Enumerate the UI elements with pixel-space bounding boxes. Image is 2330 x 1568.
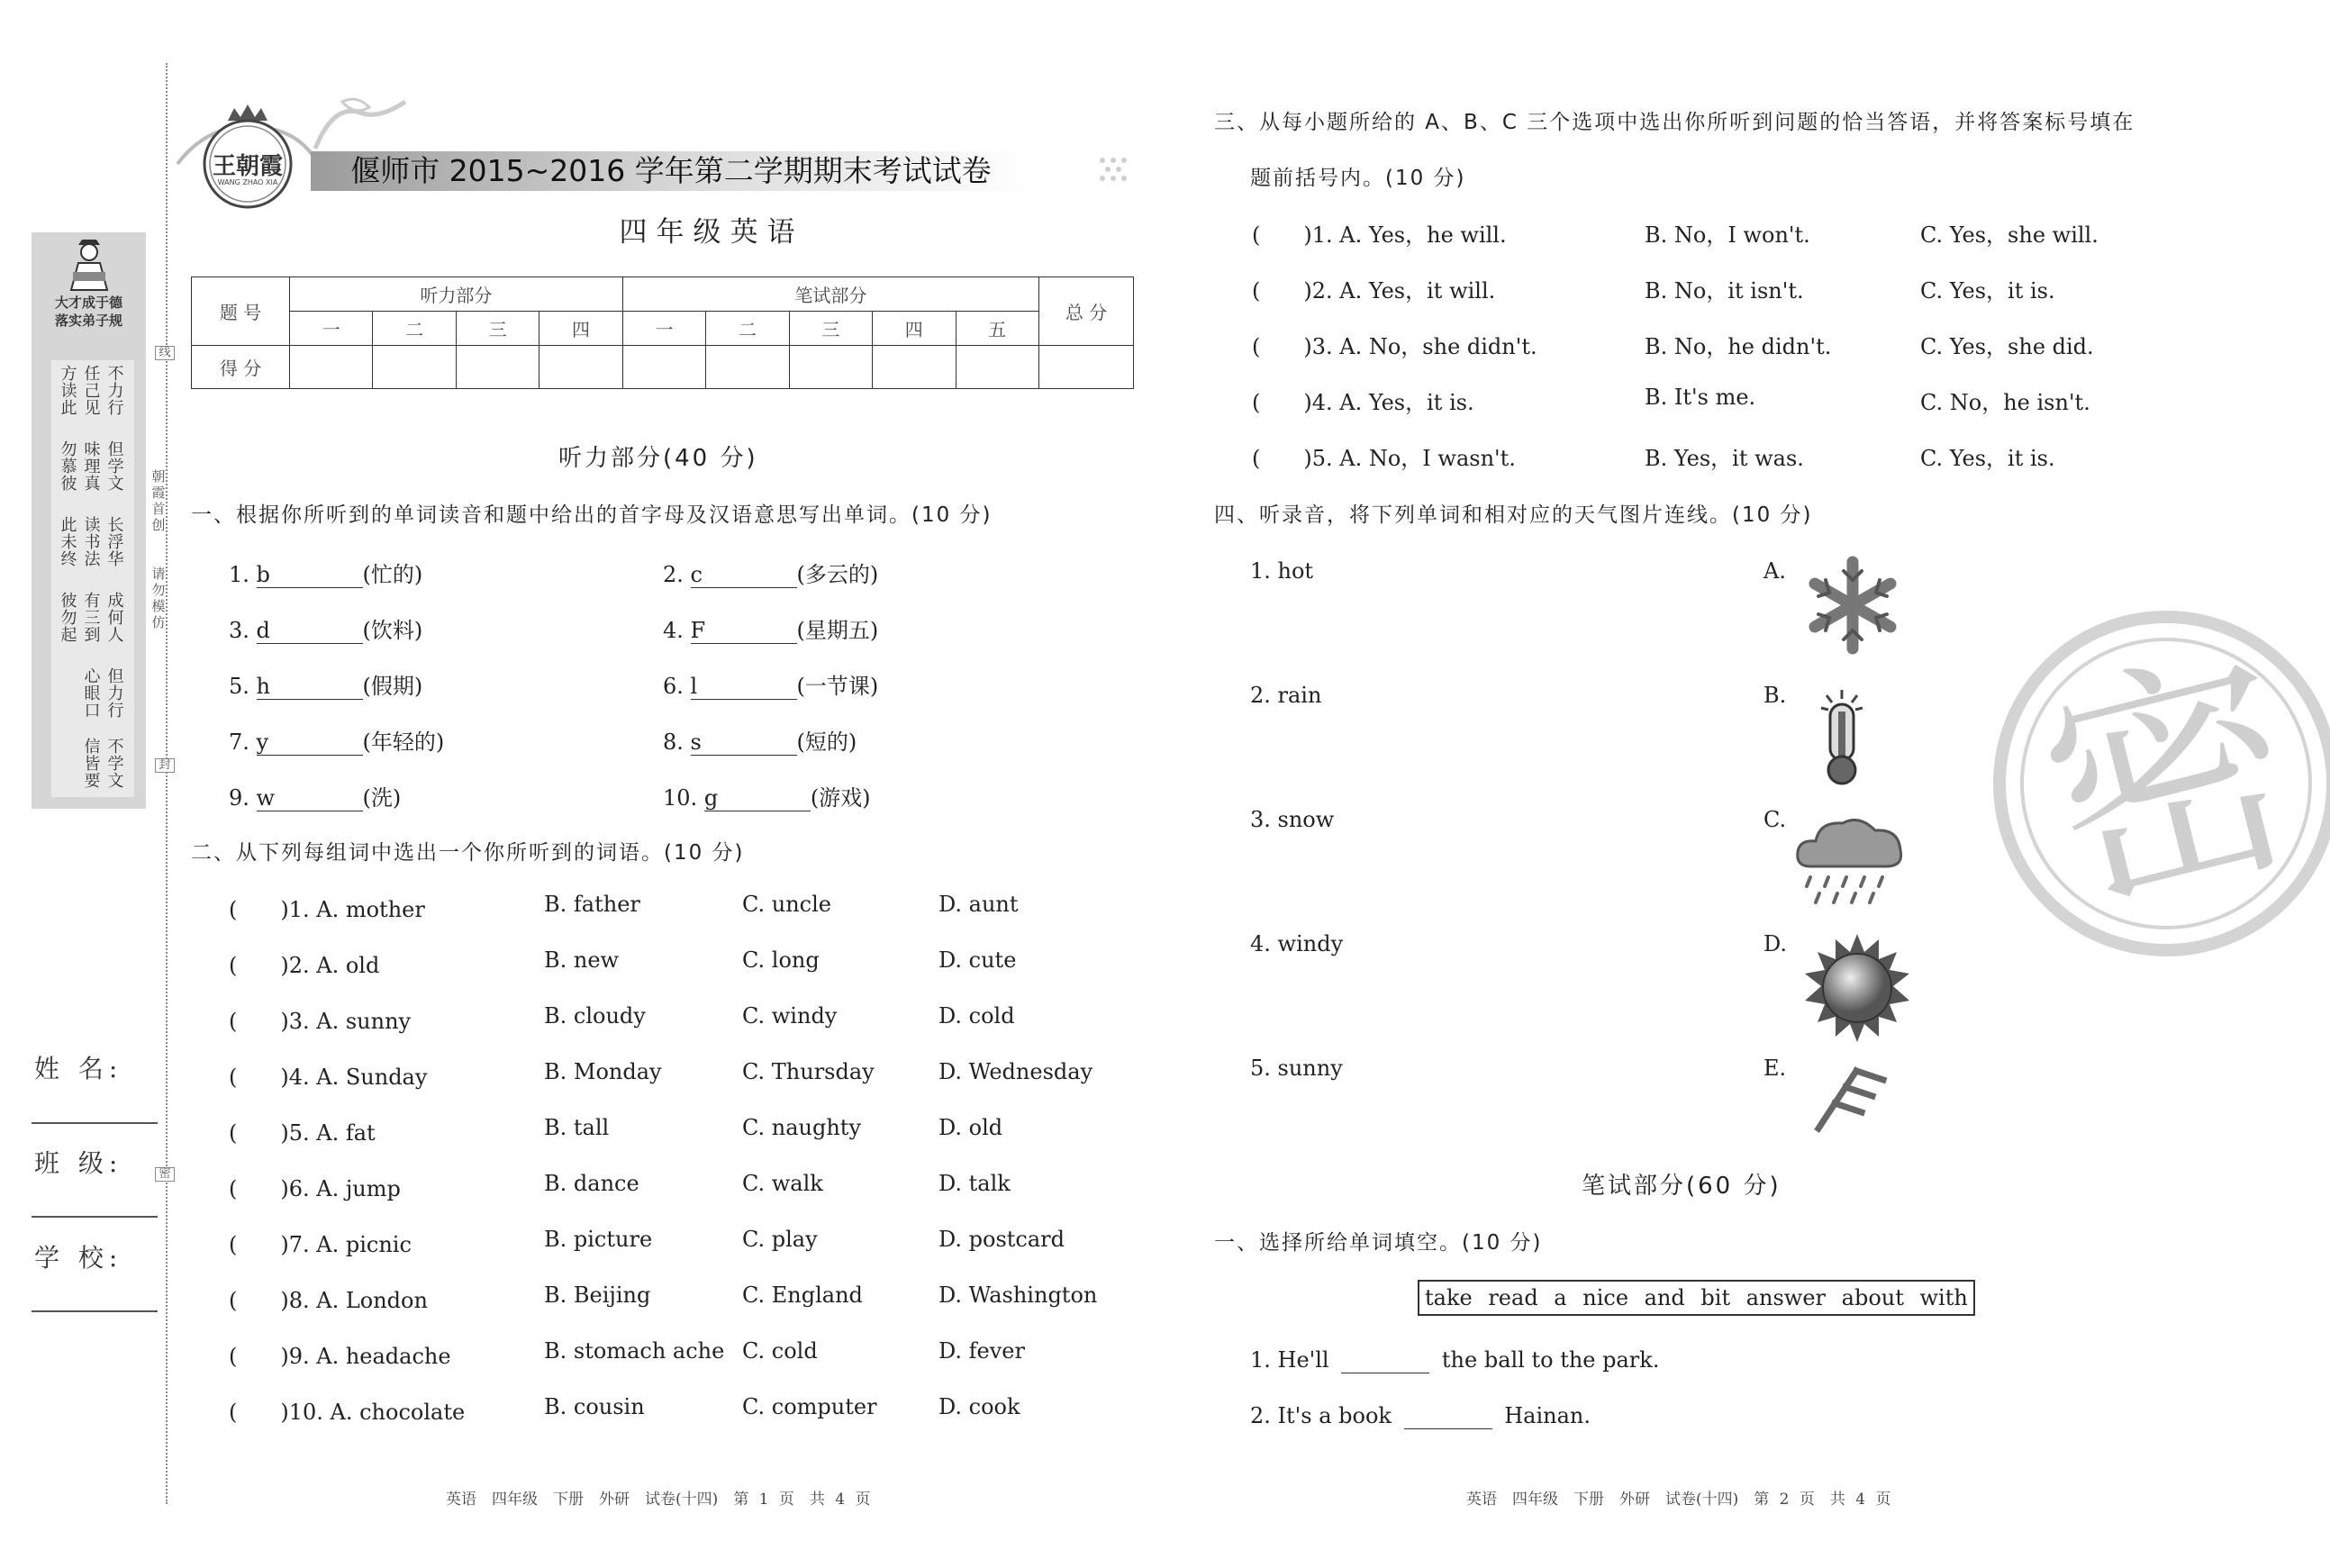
option-a[interactable]: ( )1. A. mother <box>229 897 425 922</box>
answer-blank[interactable] <box>1404 1403 1492 1429</box>
writing-header: 笔试部分 <box>622 277 1038 312</box>
answer-blank[interactable]: h <box>257 674 363 700</box>
score-cell[interactable] <box>539 346 622 389</box>
name-field[interactable] <box>32 1122 158 1124</box>
blank-item: 6. l (一节课) <box>663 674 879 699</box>
dot-pattern <box>1097 155 1133 191</box>
listening-header: 听力部分 <box>290 277 623 312</box>
option-d[interactable]: D. Washington <box>938 1282 1098 1308</box>
blank-item: 8. s (短的) <box>663 730 857 755</box>
writing-col-3: 三 <box>789 312 872 346</box>
option-a[interactable]: ( )5. A. No，I wasn't. <box>1252 446 1516 471</box>
writing-part1-heading: 一、选择所给单词填空。(10 分) <box>1214 1231 1543 1255</box>
motto: 大才成于德 落实弟子规 <box>54 295 122 329</box>
answer-blank[interactable]: w <box>257 785 363 811</box>
option-a[interactable]: ( )10. A. chocolate <box>229 1400 466 1425</box>
poem-columns <box>51 360 134 797</box>
answer-blank[interactable] <box>1341 1347 1429 1373</box>
option-d[interactable]: D. talk <box>938 1171 1011 1196</box>
option-c[interactable]: C. uncle <box>742 892 831 917</box>
blank-item: 4. F (星期五) <box>663 618 879 643</box>
blank-item: 9. w (洗) <box>229 785 402 811</box>
option-c[interactable]: C. cold <box>742 1338 818 1364</box>
score-cell[interactable] <box>456 346 539 389</box>
poem-3-c: 长 浮 华 <box>107 516 124 569</box>
exam-subtitle: 四年级英语 <box>619 216 804 249</box>
option-b[interactable]: B. stomach ache <box>544 1338 725 1364</box>
option-d[interactable]: D. old <box>938 1115 1003 1140</box>
match-word[interactable]: 2. rain <box>1250 683 1322 708</box>
option-a[interactable]: ( )5. A. fat <box>229 1120 376 1146</box>
answer-blank[interactable]: c <box>691 562 797 588</box>
writing-col-5: 五 <box>956 312 1039 346</box>
part3-heading-line1: 三、从每小题所给的 A、B、C 三个选项中选出你所听到问题的恰当答语，并将答案标号填在 <box>1214 111 2135 134</box>
score-cell[interactable] <box>873 346 956 389</box>
match-word[interactable]: 1. hot <box>1250 558 1314 584</box>
option-d[interactable]: D. Wednesday <box>938 1059 1093 1084</box>
exam-title: 偃师市 2015~2016 学年第二学期期末考试试卷 <box>350 153 992 188</box>
part1-heading: 一、根据你所听到的单词读音和题中给出的首字母及汉语意思写出单词。(10 分) <box>191 503 993 527</box>
binding-dotted-line <box>166 63 168 1504</box>
option-c[interactable]: C. Yes，she did. <box>1920 334 2094 359</box>
mark-mi: 密 <box>155 1167 175 1182</box>
match-letter: A. <box>1763 558 1786 584</box>
total-header: 总 分 <box>1039 277 1134 346</box>
thermometer-icon[interactable] <box>1810 684 1873 788</box>
option-c[interactable]: C. England <box>742 1282 863 1308</box>
poem-1-c: 不 力 行 <box>107 365 124 418</box>
poem-4-a: 彼 勿 起 <box>60 592 77 645</box>
option-d[interactable]: D. cook <box>938 1394 1020 1419</box>
listening-col-2: 二 <box>373 312 456 346</box>
part3-heading-line2: 题前括号内。(10 分) <box>1250 167 1466 190</box>
listening-col-4: 四 <box>539 312 622 346</box>
match-word[interactable]: 3. snow <box>1250 807 1335 832</box>
option-a[interactable]: ( )1. A. Yes，he will. <box>1252 222 1507 248</box>
poem-1-a: 方 读 此 <box>60 365 77 418</box>
logo-text: 王朝霞 <box>212 153 283 180</box>
option-a[interactable]: ( )4. A. Yes，it is. <box>1252 390 1474 415</box>
answer-blank[interactable]: g <box>704 785 811 811</box>
option-d[interactable]: D. fever <box>938 1338 1025 1364</box>
option-b[interactable]: B. tall <box>544 1115 610 1140</box>
option-c[interactable]: C. Yes，she will. <box>1920 222 2099 248</box>
poem-6-c: 不 学 文 <box>107 738 124 791</box>
writing-col-1: 一 <box>622 312 705 346</box>
ribbon-decoration <box>306 95 414 156</box>
poem-3-a: 此 未 终 <box>60 516 77 569</box>
sidebar-motto-panel <box>32 232 146 809</box>
option-b[interactable]: B. No，I won't. <box>1645 222 1810 248</box>
option-c[interactable]: C. play <box>742 1227 818 1252</box>
match-letter: B. <box>1763 683 1787 708</box>
poem-2-a: 勿 慕 彼 <box>60 440 77 494</box>
name-label: 姓 名: <box>34 1054 123 1083</box>
score-table <box>191 276 1134 389</box>
option-a[interactable]: ( )7. A. picnic <box>229 1232 412 1257</box>
option-c[interactable]: C. windy <box>742 1003 838 1029</box>
school-field[interactable] <box>32 1310 158 1312</box>
poem-6-b: 信 皆 要 <box>84 738 101 791</box>
option-d[interactable]: D. cold <box>938 1003 1015 1029</box>
blank-item: 3. d (饮料) <box>229 618 423 643</box>
logo <box>176 101 320 213</box>
poem-2-b: 味 理 真 <box>84 440 101 494</box>
option-a[interactable]: ( )4. A. Sunday <box>229 1065 428 1090</box>
score-cell[interactable] <box>622 346 705 389</box>
option-a[interactable]: ( )6. A. jump <box>229 1176 401 1201</box>
option-d[interactable]: D. postcard <box>938 1227 1065 1252</box>
option-b[interactable]: B. No，it isn't. <box>1645 278 1804 304</box>
option-c[interactable]: C. walk <box>742 1171 823 1196</box>
mark-xian: 线 <box>155 346 175 360</box>
score-cell[interactable] <box>789 346 872 389</box>
part2-heading: 二、从下列每组词中选出一个你所听到的词语。(10 分) <box>191 841 745 865</box>
writing-col-4: 四 <box>873 312 956 346</box>
blank-item: 5. h (假期) <box>229 674 423 699</box>
option-d[interactable]: D. cute <box>938 947 1017 973</box>
option-b[interactable]: B. cloudy <box>544 1003 646 1029</box>
score-cell[interactable] <box>706 346 789 389</box>
blank-item: 10. g (游戏) <box>663 785 871 811</box>
poem-4-c: 成 何 人 <box>107 592 124 645</box>
option-b[interactable]: B. father <box>544 892 640 917</box>
col-label: 题 号 <box>192 277 290 346</box>
option-b[interactable]: B. Yes，it was. <box>1645 446 1804 471</box>
writing-title: 笔试部分(60 分) <box>1582 1173 1781 1200</box>
footer-page-1: 英语 四年级 下册 外研 试卷(十四) 第 1 页 共 4 页 <box>446 1491 871 1509</box>
answer-blank[interactable]: y <box>257 730 363 756</box>
poem-5-c: 但 力 行 <box>107 667 124 721</box>
logo-subtext: WANG ZHAO XIA <box>217 178 278 186</box>
option-b[interactable]: B. It's me. <box>1645 385 1756 410</box>
blank-item: 1. b (忙的) <box>229 562 423 587</box>
match-letter: D. <box>1763 931 1788 956</box>
word-bank-box: take read a nice and bit answer about with <box>1418 1280 1975 1316</box>
option-d[interactable]: D. aunt <box>938 892 1019 917</box>
class-label: 班 级: <box>34 1148 123 1178</box>
wind-icon[interactable] <box>1806 1058 1896 1139</box>
vertical-note: 朝 霞 首 创 请 勿 模 仿 <box>151 468 166 630</box>
poem-2-c: 但 学 文 <box>107 440 124 494</box>
sun-icon[interactable] <box>1801 932 1914 1045</box>
option-b[interactable]: B. Beijing <box>544 1282 651 1308</box>
scholar-figure-icon <box>66 238 113 292</box>
option-a[interactable]: ( )2. A. old <box>229 953 380 978</box>
match-word[interactable]: 5. sunny <box>1250 1056 1343 1081</box>
option-c[interactable]: C. long <box>742 947 820 973</box>
answer-blank[interactable]: b <box>257 562 363 588</box>
option-b[interactable]: B. Monday <box>544 1059 662 1084</box>
total-score-cell[interactable] <box>1039 346 1134 389</box>
match-word[interactable]: 4. windy <box>1250 931 1344 956</box>
option-b[interactable]: B. No，he didn't. <box>1645 334 1832 359</box>
match-letter: C. <box>1763 807 1787 832</box>
poem-1-b: 任 己 见 <box>84 365 101 418</box>
option-a[interactable]: ( )3. A. sunny <box>229 1009 412 1034</box>
option-c[interactable]: C. Yes，it is. <box>1920 446 2055 471</box>
answer-blank[interactable]: d <box>257 618 363 644</box>
option-a[interactable]: ( )3. A. No，she didn't. <box>1252 334 1537 359</box>
mark-feng: 封 <box>155 758 175 773</box>
snowflake-icon[interactable] <box>1797 554 1909 657</box>
poem-5-b: 心 眼 口 <box>84 667 101 721</box>
poem-3-b: 读 书 法 <box>84 516 101 569</box>
score-cell[interactable] <box>373 346 456 389</box>
option-c[interactable]: C. computer <box>742 1394 877 1419</box>
option-c[interactable]: C. No，he isn't. <box>1920 390 2090 415</box>
school-label: 学 校: <box>34 1243 123 1273</box>
option-b[interactable]: B. new <box>544 947 620 973</box>
answer-blank[interactable]: s <box>691 730 797 756</box>
score-cell[interactable] <box>290 346 373 389</box>
part4-heading: 四、听录音，将下列单词和相对应的天气图片连线。(10 分) <box>1214 503 1813 527</box>
match-letter: E. <box>1763 1056 1787 1081</box>
rain-cloud-icon[interactable] <box>1792 811 1909 910</box>
listening-col-3: 三 <box>456 312 539 346</box>
footer-page-2: 英语 四年级 下册 外研 试卷(十四) 第 2 页 共 4 页 <box>1466 1491 1891 1509</box>
fill-sentence: 2. It's a book Hainan. <box>1250 1403 1591 1428</box>
option-b[interactable]: B. picture <box>544 1227 653 1252</box>
answer-blank[interactable]: F <box>691 618 797 644</box>
answer-blank[interactable]: l <box>691 674 797 700</box>
option-c[interactable]: C. naughty <box>742 1115 862 1140</box>
option-b[interactable]: B. cousin <box>544 1394 645 1419</box>
row-label: 得 分 <box>192 346 290 389</box>
poem-4-b: 有 三 到 <box>84 592 101 645</box>
watermark-char: 密 <box>2017 616 2323 950</box>
listening-col-1: 一 <box>290 312 373 346</box>
blank-item: 7. y (年轻的) <box>229 730 445 755</box>
class-field[interactable] <box>32 1216 158 1218</box>
option-a[interactable]: ( )2. A. Yes，it will. <box>1252 278 1496 304</box>
option-a[interactable]: ( )8. A. London <box>229 1288 428 1313</box>
blank-item: 2. c (多云的) <box>663 562 879 587</box>
option-c[interactable]: C. Yes，it is. <box>1920 278 2055 304</box>
score-cell[interactable] <box>956 346 1039 389</box>
listening-title: 听力部分(40 分) <box>558 445 758 472</box>
writing-col-2: 二 <box>706 312 789 346</box>
option-c[interactable]: C. Thursday <box>742 1059 875 1084</box>
option-b[interactable]: B. dance <box>544 1171 639 1196</box>
fill-sentence: 1. He'll the ball to the park. <box>1250 1347 1660 1373</box>
option-a[interactable]: ( )9. A. headache <box>229 1344 451 1369</box>
